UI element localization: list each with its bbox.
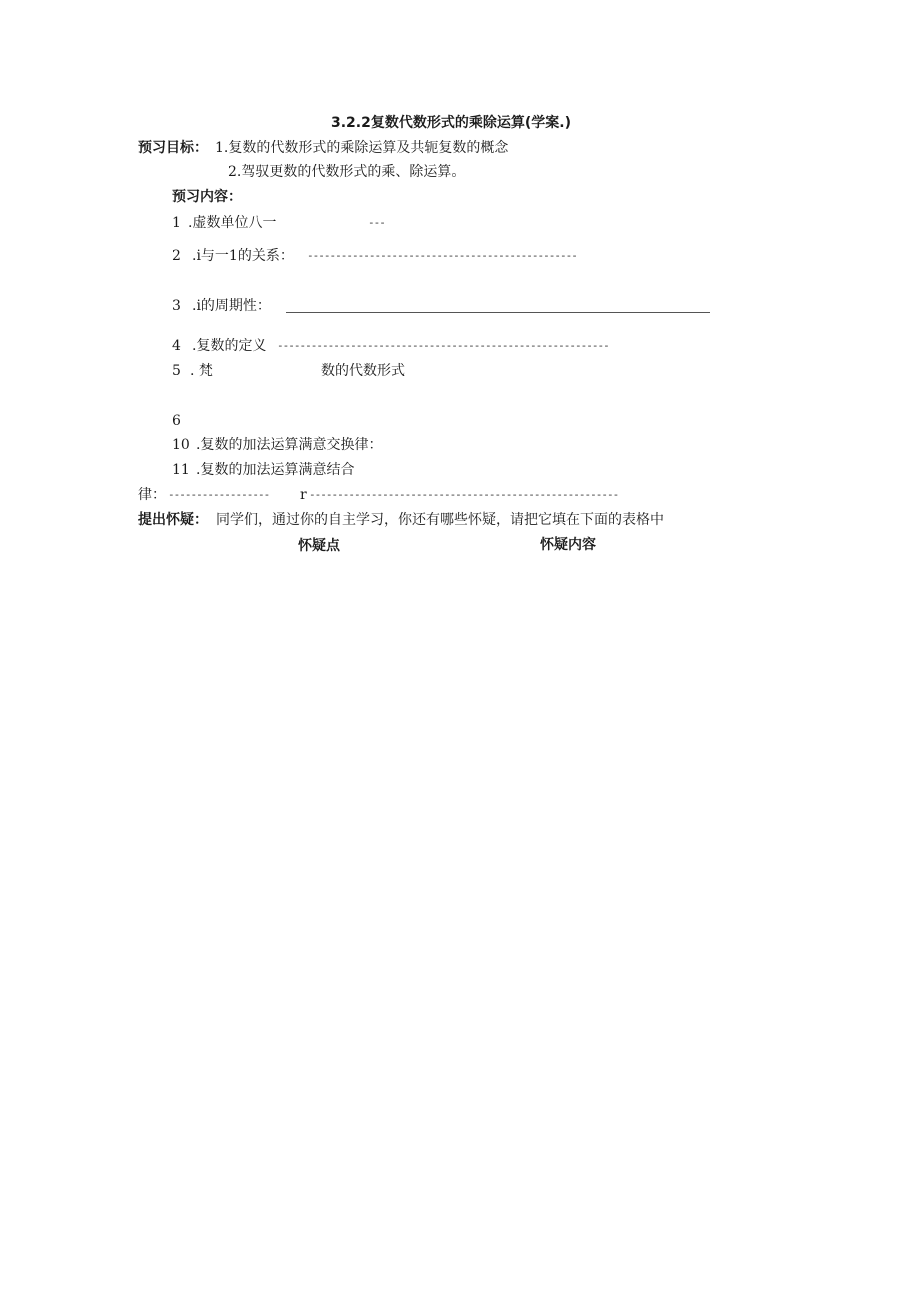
item-text: .虚数单位八一 (188, 215, 277, 231)
item-number: 5 (172, 363, 181, 379)
item-text: .复数的定义 (192, 338, 267, 354)
blank-line: ------------------ (168, 488, 270, 501)
question-label: 提出怀疑： (138, 512, 208, 528)
goals-label: 预习目标： (138, 140, 208, 156)
item-number: 1 (172, 215, 181, 231)
item-text: .i的周期性： (192, 298, 271, 314)
item-number: 2 (172, 248, 181, 264)
question-text: 同学们，通过你的自主学习，你还有哪些怀疑，请把它填在下面的表格中 (216, 512, 664, 528)
blank-line: --- (368, 216, 385, 229)
blank-line: ------------------------------------------------ (307, 249, 577, 262)
item-number: 10 (172, 437, 190, 453)
table-header-point: 怀疑点 (298, 538, 340, 554)
item-text: .i与一1的关系： (192, 248, 294, 264)
content-label: 预习内容： (172, 189, 242, 205)
law-mark: r (300, 487, 307, 503)
item-text-continued: 数的代数形式 (321, 363, 405, 379)
item-number: 4 (172, 338, 181, 354)
blank-line: ----------------------------------------------------------- (277, 339, 609, 352)
item-number: 11 (172, 462, 190, 478)
blank-line (286, 312, 710, 313)
table-header-content: 怀疑内容 (540, 537, 596, 553)
blank-line: ------------------------------------------------------- (309, 488, 619, 501)
item-text: .复数的加法运算满意交换律： (196, 437, 383, 453)
item-number: 6 (172, 413, 181, 429)
item-text: .复数的加法运算满意结合 (196, 462, 355, 478)
goal-item-2: 2.驾驭更数的代数形式的乘、除运算。 (228, 164, 466, 180)
page-title: 3.2.2复数代数形式的乘除运算(学案.) (331, 115, 571, 131)
item-text: . 梵 (190, 363, 213, 379)
goal-item-1: 1.复数的代数形式的乘除运算及共轭复数的概念 (215, 140, 509, 156)
law-prefix: 律： (138, 487, 166, 503)
item-number: 3 (172, 298, 181, 314)
